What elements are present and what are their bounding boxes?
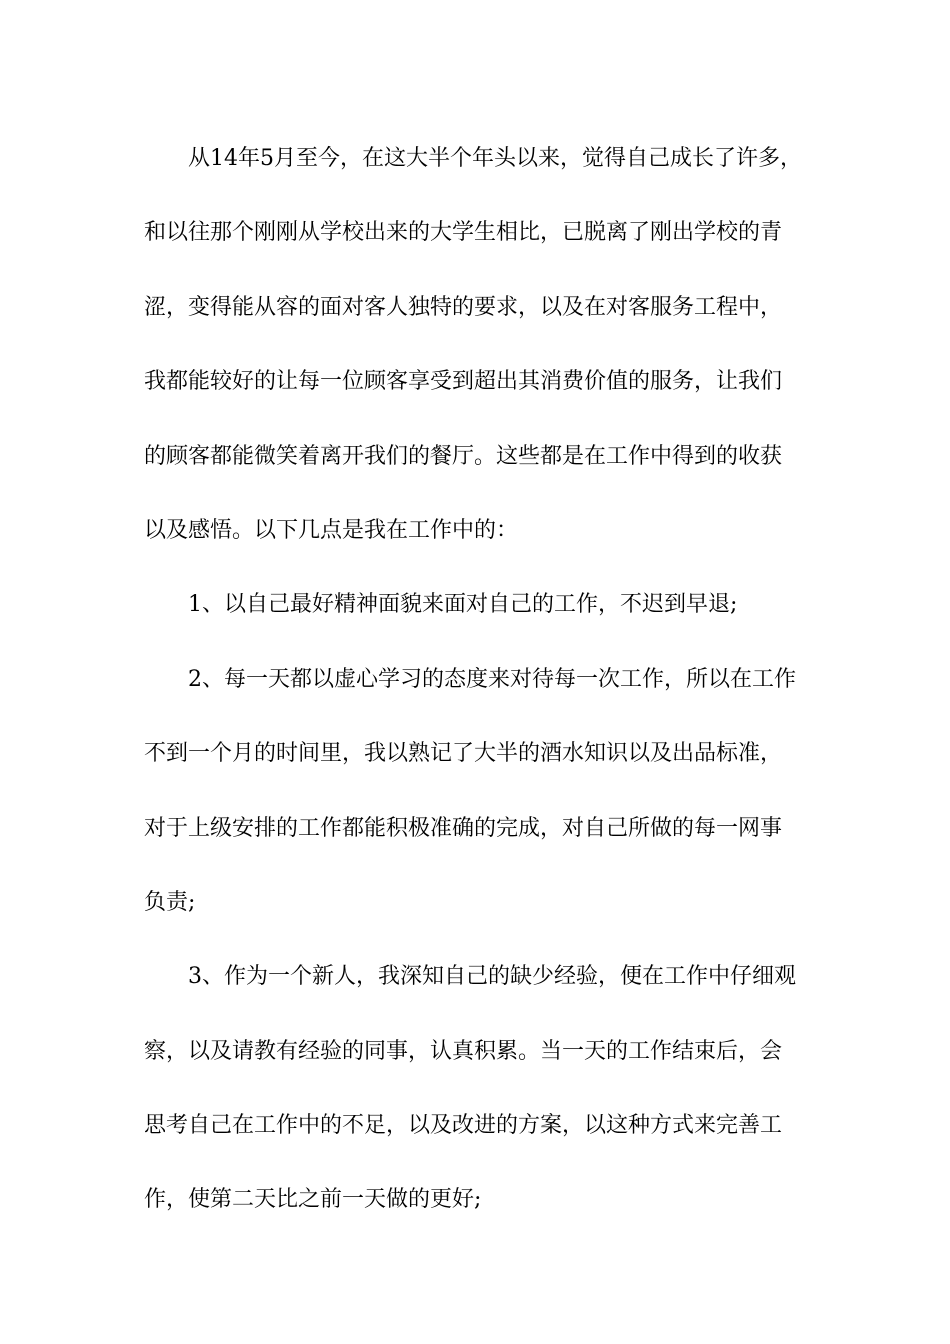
text-line: 作，使第二天比之前一天做的更好; (144, 1187, 482, 1213)
text-line: 1、以自己最好精神面貌来面对自己的工作，不迟到早退; (188, 592, 738, 618)
text-line: 和以往那个刚刚从学校出来的大学生相比，已脱离了刚出学校的青 (144, 220, 783, 246)
text-line: 思考自己在工作中的不足，以及改进的方案，以这种方式来完善工 (144, 1113, 783, 1139)
document-body (144, 122, 824, 1238)
text-line: 从14年5月至今，在这大半个年头以来，觉得自己成长了许多， (188, 146, 802, 171)
text-line: 以及感悟。以下几点是我在工作中的： (144, 517, 519, 543)
text-line: 不到一个月的时间里，我以熟记了大半的酒水知识以及出品标准， (144, 741, 783, 767)
text-line: 对于上级安排的工作都能积极准确的完成，对自己所做的每一网事 (144, 815, 783, 841)
text-line: 的顾客都能微笑着离开我们的餐厅。这些都是在工作中得到的收获 (144, 443, 783, 469)
text-line: 2、每一天都以虚心学习的态度来对待每一次工作，所以在工作 (188, 666, 796, 692)
text-line: 察，以及请教有经验的同事，认真积累。当一天的工作结束后，会 (144, 1038, 783, 1064)
text-line: 我都能较好的让每一位顾客享受到超出其消费价值的服务，让我们 (144, 369, 783, 395)
text-line: 涩，变得能从容的面对客人独特的要求，以及在对客服务工程中， (144, 294, 783, 320)
text-line: 3、作为一个新人，我深知自己的缺少经验，便在工作中仔细观 (188, 964, 796, 990)
text-line: 负责; (144, 889, 196, 915)
